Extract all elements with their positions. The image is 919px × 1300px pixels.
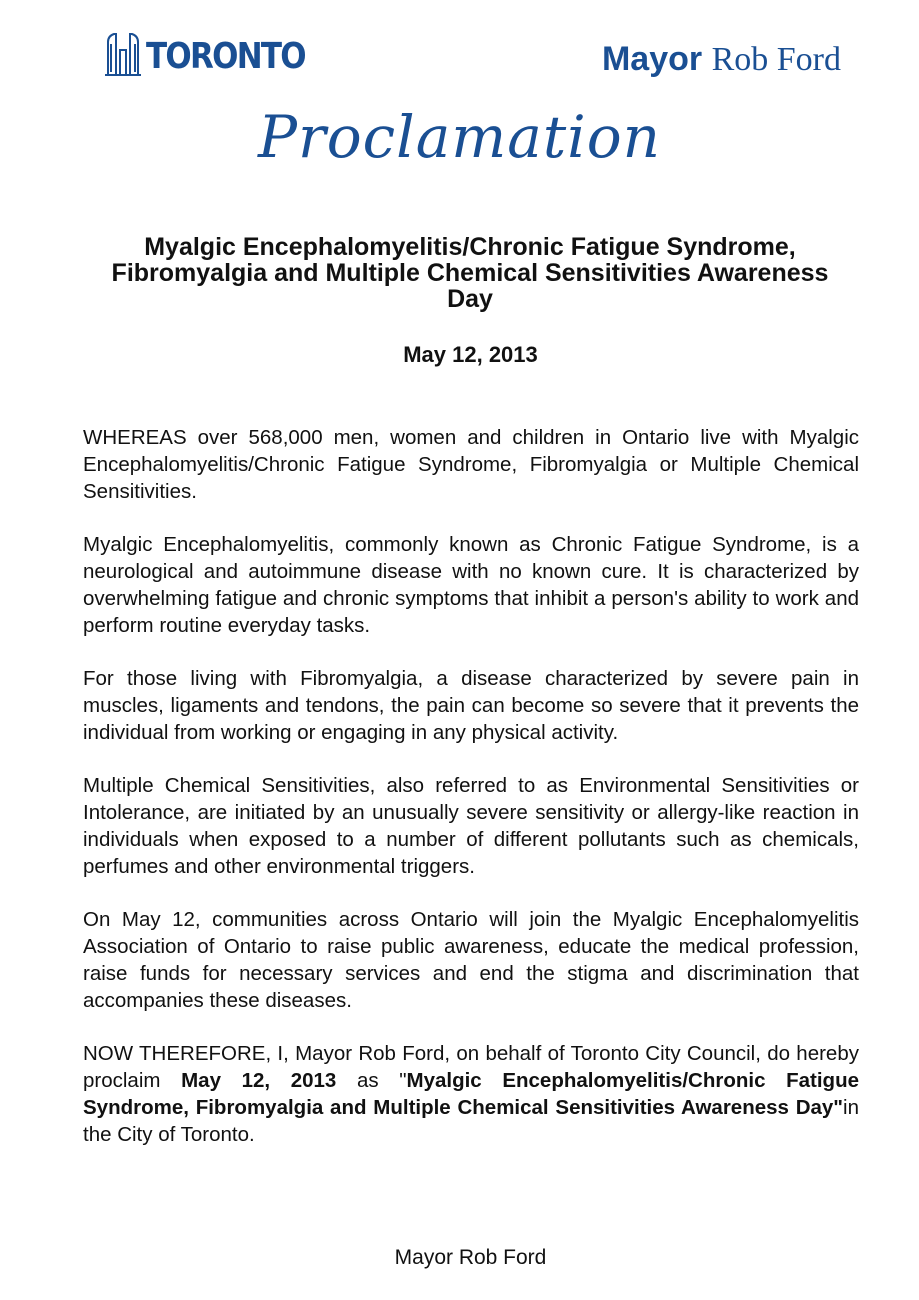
proclamation-heading: Proclamation <box>258 103 661 171</box>
mayor-header <box>602 42 841 77</box>
proclaim-suffix: in the City of Toronto. <box>83 1096 859 1146</box>
paragraph-now-therefore <box>83 1040 859 1148</box>
paragraph-fibromyalgia: For those living with Fibromyalgia, a disease characterized by severe pain in muscles, ligaments and tendons, the pain can become so severe that it prevents the individual from working or engaging in any physical activity. <box>83 667 859 744</box>
proclaim-as: as " <box>336 1069 407 1092</box>
proclaim-intro: NOW THEREFORE, I, Mayor Rob Ford, on behalf of Toronto City Council, do hereby proclaim <box>83 1042 859 1092</box>
mayor-header-name: Rob Ford <box>711 41 841 78</box>
toronto-logo <box>104 30 331 76</box>
paragraph-whereas: WHEREAS over 568,000 men, women and children in Ontario live with Myalgic Encephalomyelitis/Chronic Fatigue Syndrome, Fibromyalgia or Multiple Chemical Sensitivities. <box>83 426 859 503</box>
toronto-wordmark: TORONTO <box>146 36 305 77</box>
proclaim-date: May 12, 2013 <box>181 1069 337 1092</box>
paragraph-me-cfs: Myalgic Encephalomyelitis, commonly known as Chronic Fatigue Syndrome, is a neurological and autoimmune disease with no known cure. It is characterized by overwhelming fatigue and chronic symptoms that inhibit a person's ability to work and perform routine everyday tasks. <box>83 533 859 637</box>
mayor-header-title: Mayor <box>601 40 703 78</box>
proclaim-day-name-text: Myalgic Encephalomyelitis/Chronic Fatigue Syndrome, Fibromyalgia and Multiple Chemical Sensitivities Awareness Day <box>83 1069 859 1119</box>
proclamation-date: May 12, 2013 <box>403 342 538 367</box>
proclamation-title: Myalgic Encephalomyelitis/Chronic Fatigue Syndrome, Fibromyalgia and Multiple Chemical Sensitivities Awareness Day <box>111 233 829 313</box>
city-hall-icon <box>104 32 142 76</box>
proclaim-close-quote: " <box>833 1096 844 1119</box>
signature: Mayor Rob Ford <box>394 1246 547 1269</box>
paragraph-mcs: Multiple Chemical Sensitivities, also referred to as Environmental Sensitivities or Intolerance, are initiated by an unusually severe sensitivity or allergy-like reaction in individuals when exposed to a number of different pollutants such as chemicals, perfumes and other environmental triggers. <box>83 774 859 878</box>
paragraph-may-12: On May 12, communities across Ontario will join the Myalgic Encephalomyelitis Association of Ontario to raise public awareness, educate the medical profession, raise funds for necessary services and end the stigma and discrimination that accompanies these diseases. <box>83 908 859 1012</box>
proclamation-body <box>83 424 859 1148</box>
